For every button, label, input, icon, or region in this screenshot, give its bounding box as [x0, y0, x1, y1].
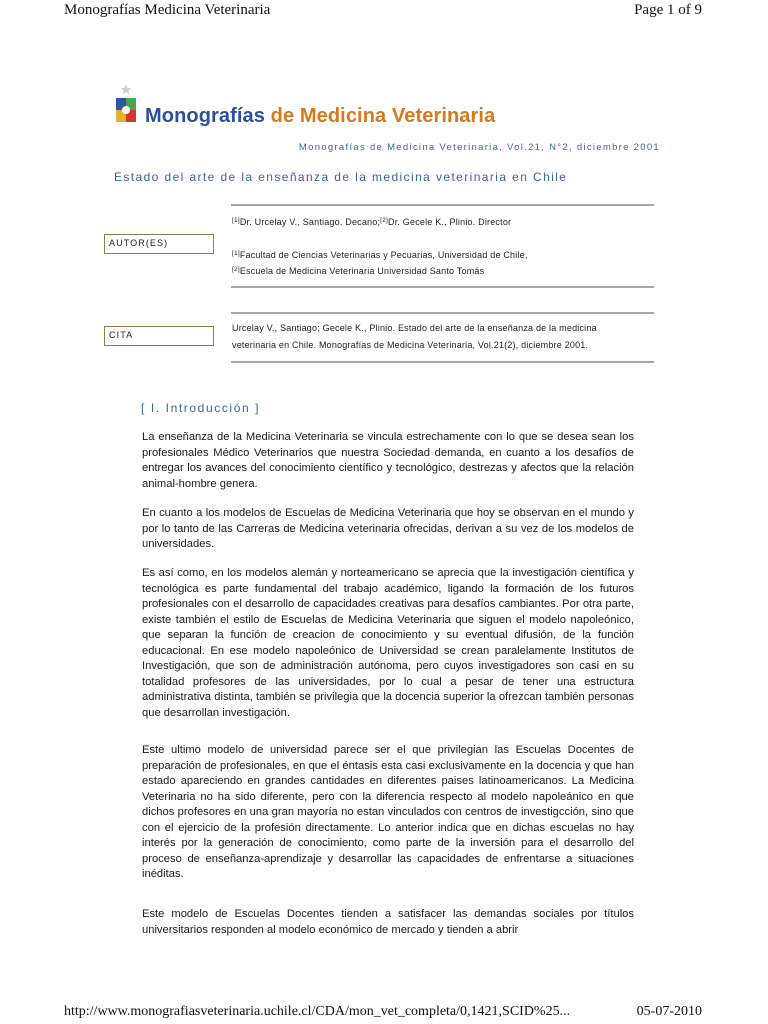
paragraph-2: En cuanto a los modelos de Escuelas de Medicina Veterinaria que hoy se observan en el mundo y por lo tanto de las Carreras de Medicina veterinaria ofrecidas, derivan a su vez de los modelos de universidades. — [142, 507, 634, 550]
print-footer-url: http://www.monografiasveterinaria.uchile.cl/CDA/mon_vet_completa/0,1421,SCID%25... — [64, 1004, 571, 1019]
section-heading: [ I. Introducción ] — [141, 401, 261, 415]
affiliation-2 — [232, 262, 484, 279]
author-2: Dr. Gecele K., Plinio. Director — [388, 217, 512, 227]
print-footer-date: 05-07-2010 — [636, 1004, 702, 1019]
divider — [231, 361, 654, 363]
print-header-page-number: Page 1 of 9 — [634, 2, 702, 18]
journal-logo — [114, 82, 138, 126]
article-title: Estado del arte de la enseñanza de la medicina veterinaria en Chile — [114, 170, 568, 184]
affiliation-text-1: Facultad de Ciencias Veterinarias y Pecuarias, Universidad de Chile, — [239, 250, 528, 260]
author-ref-1: [1] — [232, 217, 240, 224]
paragraph-3: Es así como, en los modelos alemán y norteamericano se aprecia que la investigación científica y tecnológica es parte fundamental del trabajo académico, ligando la formación de los futuros profesionales con el desarrollo de capacidades creativas para desafíos cambiantes. Por otra parte, existe también el estilo de Escuelas de Medicina Veterinaria que siguen el modelo napoleónico, que separan la función de creacion de conocimiento y su eventual difusión, de la función educacional. En ese modelo napoleónico de Universidad se crean paralelamente Institutos de Investigación, que son de administración autónoma, pero cuyos investigadores son casi en su totalidad profesores de las universidades, por lo cual a pesar de tener una estructura administrativa distinta, también se privilegia que la docencia superior la ofrezcan también personas que desarrollan investigación. — [142, 567, 634, 719]
divider — [231, 286, 654, 288]
paragraph-4: Este ultimo modelo de universidad parece ser el que privilegian las Escuelas Docentes de preparación de profesionales, en que el éntasis esta casi exclusivamente en la docencia y que han estado apareciendo en grandes cantidades en diferentes paises latinoamericanos. La Medicina Veterinaria no ha sido diferente, pero con la diferencia respecto al modelo napoleánico en que dichos profesores en una gran mayoría no estan vinculados con centros de investigcción, sino que con el ejercicio de la profesión directamente. Lo anterior indica que en dichas escuelas no hay interés por la generación de conocimiento, como parte de la inversión para el desarrollo del proceso de enseñanza-aprendizaje y desarrollar las capacidades de enfrentarse a situaciones inéditas. — [142, 744, 634, 880]
print-header-title: Monografías Medicina Veterinaria — [64, 2, 271, 18]
divider — [231, 204, 654, 206]
citation-label: CITA — [104, 326, 214, 346]
affiliation-1 — [232, 246, 528, 263]
journal-brand — [145, 105, 495, 128]
divider — [231, 312, 654, 314]
author-ref-2: [2] — [380, 217, 388, 224]
brand-word-monografias: Monografías — [145, 105, 265, 127]
affiliation-ref-1: [1] — [232, 250, 240, 257]
author-1: Dr. Urcelay V., Santiago. Decano; — [239, 217, 381, 227]
brand-word-medicina-veterinaria: de Medicina Veterinaria — [270, 105, 496, 127]
volume-line: Monografías de Medicina Veterinaria, Vol.21, N°2, diciembre 2001 — [298, 142, 660, 153]
citation-line-2: veterinaria en Chile. Monografías de Medicina Veterinaria, Vol.21(2), diciembre 2001. — [232, 340, 589, 350]
authors-names — [232, 213, 511, 230]
affiliation-text-2: Escuela de Medicina Veterinaria Universidad Santo Tomás — [239, 266, 485, 276]
citation-line-1: Urcelay V., Santiago; Gecele K., Plinio. Estado del arte de la enseñanza de la medicina — [232, 323, 597, 333]
authors-label: AUTOR(ES) — [104, 234, 214, 254]
paragraph-1: La enseñanza de la Medicina Veterinaria se vincula estrechamente con lo que se desea sean los profesionales Médico Veterinarios que nuestra Sociedad demanda, en cuanto a los desafíos de entregar los avances del conocimiento científico y tecnológico, destrezas y afectos que la relación animal-hombre genera. — [142, 431, 634, 490]
affiliation-ref-2: [2] — [232, 266, 240, 273]
paragraph-5: Este modelo de Escuelas Docentes tienden a satisfacer las demandas sociales por títulos universitarios responden al modelo económico de mercado y tienden a abrir — [142, 908, 634, 936]
